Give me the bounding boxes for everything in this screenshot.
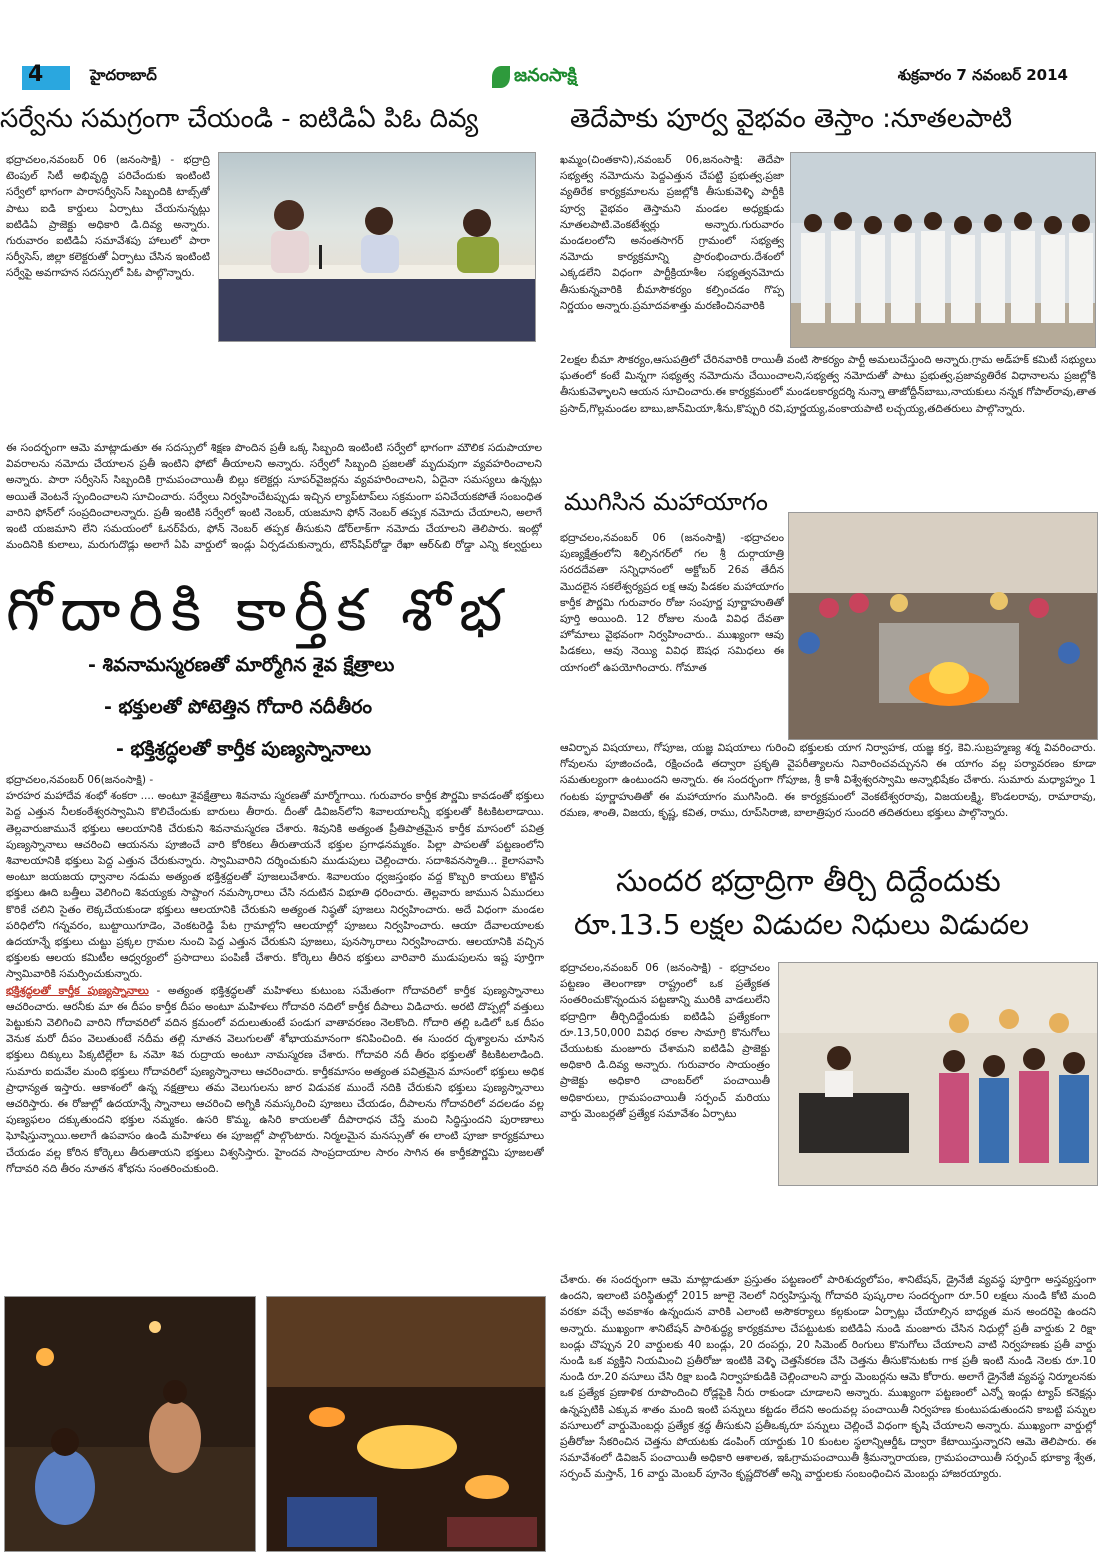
article-headline: సుందర భద్రాద్రిగా తీర్చి దిద్దేందుకు (616, 864, 1001, 899)
issue-date: శుక్రవారం 7 నవంబర్ 2014 (897, 66, 1068, 84)
article-headline: తెదేపాకు పూర్వ వైభవం తెస్తాం :నూతలపాటి (570, 104, 1013, 134)
article-dateline: ఖమ్మం(చింతకాని),నవంబర్ 06,జనంసాక్షి: (560, 154, 744, 166)
article-headline: గోదారికి కార్తీక శోభ (6, 576, 511, 644)
article-kartika (0, 566, 548, 1556)
photo-meeting-hall (778, 962, 1098, 1186)
article-body: భద్రాద్రి టెంపుల్ సిటీ అభివృద్ధి పరిచేందుకు ఇంటింటి సర్వేలో భాగంగా పారాసర్వీసెస్ సిబ్బందికి టాబ్స్‌తో పాటు ఐడి కార్డులు ఏర్పాటు చేయనున్నట్లు ఐటిడిఏ ప్రాజెక్టు అధికారి డి.దివ్య అన్నారు. గురువారం ఐటిడిఏ సమావేశపు హాలులో పారా సర్వీసెస్, జిల్లా కలెక్టరుతో ఏర్పాటు చేసిన ఇంటింటి సర్వేపై అవగాహన సదస్సులో పిఓ పాల్గొన్నారు. (6, 154, 210, 280)
article-body (6, 772, 544, 1280)
article-body: -భద్రాచలం పుణ్యక్షేత్రంలోని శిల్పినగర్‌లో గల శ్రీ దుర్గాయాత్రి సరదదేవతా సన్నిధానంలో అక్టోబర్ 26వ తేదీన మొదలైన సకలేశ్వర్యప్రద లక్ష ఆవు పిడకల మహాయాగం కార్తీక పౌర్ణమి గురువారం రోజు సంపూర్ణ పూర్ణాహుతితో పూర్తి అయింది. 12 రోజుల నుండి వివిధ దేవతా హోమాలు వైభవంగా నిర్వహించారు.. ముఖ్యంగా ఆవు పిడకలు, ఆవు నెయ్యి వివిధ ఔషధ సమిధలు ఈ యాగంలో ఉపయోగించారు. గోమాత (560, 532, 784, 674)
article-text-full: చేశారు. ఈ సందర్భంగా ఆమె మాట్లాడుతూ ప్రస్తుతం పట్టణంలో పారిశుద్యలోపం, శానిటేషన్, డ్రైనేజీ వ్యవస్థ పూర్తిగా అస్తవ్యస్తంగా ఉందని, ఇలాంటి పరిస్థితుల్లో 2015 జూలై నెలలో నిర్వహిస్తున్న గోదావరి పుష్కరాల సందర్భంగా రూ.50 లక్షలు నుండి కోటి మంది వరకూ వచ్చే అవకాశం ఉన్నందున వారికి ఎలాంటి అసౌకర్యాలు కల్గకుండా ఏర్పాట్లు చేయాల్సిన బాధ్యత మన అందరిపై ఉందని అన్నారు. ముఖ్యంగా శానిటేషన్ పారిశుద్ధ్య కార్యక్రమాల చేపట్టుటకు ఐటిడిఏ నుండి మంజూరు చేసిన నిధుల్లో ప్రతీ వార్డుకు 2 రిక్షా బండ్లు చొప్పున 20 వార్డులకు 40 బండ్లు, 20 దంపర్లు, 20 సిమెంట్ రింగులు కొనుగోలు చేయాలని వాటి నిర్వహణకు ప్రతీ వార్డు నుండి ఒక వ్యక్తిని నియమించి ప్రతీరోజు ఇంటికి వెళ్ళి చెత్తసేకరణ చేసి చెత్తను తీసుకొనుటకు గాక ప్రతీ ఇంటి నుండి నెలకు రూ.10 నుండి రూ.20 వసూలు చేసి రిక్షా బండి నిర్వాహకుడికి చెల్లించాలని వార్డు మెంబర్లను ఆమె కోరారు. అలాగే డ్రైనేజీ వ్యవస్థ నిర్మూలనకు ఒక ప్రత్యేక ప్రణాళిక రూపొందించి రోడ్లపైకి నీరు రాకుండా చూడాలని అన్నారు. ముఖ్యంగా పట్టణంలో ఎన్నో ఇండ్లు ట్యాప్ కనెక్షన్లు ఉన్నప్పటికి ఎక్కువ శాతం మంది ఇంటి పన్నులు కట్టడం లేదని అందువల్ల పంచాయితీ నిర్వహణ కుంటుపడుతుందని కాబట్టి పన్నుల వసూలులో వార్డుమెంబర్లు ప్రత్యేక శ్రద్ధ తీసుకుని ప్రతీఒక్కరూ పన్నులు చెల్లించే విధంగా కృషి చేయాలని అన్నారు. ముఖ్యంగా వార్డుల్లో ప్రతీరోజు సేకరించిన చెత్తను పోయటకు డంపింగ్ యార్డుకు 10 కుంటల స్థలాన్నిఆర్డీఓ ద్వారా కేటాయిస్తున్నారని ఆమె తెలిపారు. ఈ సమావేశంలో డివిజన్ పంచాయితీ అధికారి ఆశాలత, ఇఓగ్రామపంచాయితీ శ్రీమన్నారాయణ, గ్రామపంచాయితీ సర్పంచ్ భూక్యా శ్వేత, సర్పంచ్ మస్తాన్, 16 వార్డు మెంబర్ పూనెం కృష్ణదొరతో అన్ని వార్డులకు సంబంధించిన మెంబర్లు హాజరయ్యారు. (560, 1274, 1096, 1481)
article-dateline: భద్రాచలం,నవంబర్ 06 (జనంసాక్షి) - (560, 962, 723, 974)
article-paragraph-2 (6, 983, 544, 1177)
article-body: భద్రాచలం పట్టణం తెలంగాణా రాష్ట్రంలో ఒక ప్రత్యేకత సంతరించుకొన్నందున పట్టణాన్ని మురికి వాడలులేని భద్రాద్రిగా తీర్చిదిద్దేందుకు ఐటిడిఏ ప్రత్యేకంగా రూ.13,50,000 వివిధ రకాల సామాగ్రి కొనుగోలు చేయుటకు మంజూరు చేశామని ఐటిడిఏ ప్రాజెక్టు అధికారి డి.దివ్య అన్నారు. గురువారం సాయంత్రం ప్రాజెక్టు అధికారి చాంబర్‌లో పంచాయితీ అధికారులు, గ్రామపంచాయితీ సర్పంచ్ మరియు వార్డు మెంబర్లతో ప్రత్యేక సమావేశం ఏర్పాటు (560, 962, 770, 1120)
article-body: తెదేపా సభ్యత్వ నమోదును పెద్దఎత్తున చేపట్టి ప్రభుత్వ,ప్రజా వ్యతిరేక కార్యక్రమాలను ప్రజల్లోకి తీసుకువెళ్ళి పార్టీకి పూర్వ వైభవం తెస్తామని మండల అధ్యక్షుడు నూతలపాటి.వెంకటేశ్వర్లు అన్నారు.గురువారం మండలంలోని అనంతసాగర్ గ్రామంలో సభ్యత్వ నమోదు కార్యక్రమాన్ని ప్రారంభించారు.దేశంలో ఎక్కడలేని విధంగా పార్టీక్రియాశీల సభ్యత్వనమోదు తీసుకున్నవారికి బీమాసౌకర్యం కల్పించడం గొప్ప నిర్ణయం అన్నారు.ప్రమాదవశాత్తు మరణించినవారికి (560, 154, 784, 312)
article-text-beside (6, 152, 210, 442)
photo-devotees-lamps (266, 1296, 546, 1552)
article-dateline: భద్రాచలం,నవంబర్ 06 (జనంసాక్షి) (560, 532, 726, 544)
photo-river-bathing (4, 1296, 256, 1552)
article-subheading: - భక్తిశ్రద్ధలతో కార్తీక పుణ్యస్నానాలు (116, 738, 372, 760)
inline-subheading: భక్తిశ్రద్ధలతో కార్తీక పుణ్యస్నానాలు (6, 984, 149, 997)
article-subheading: - భక్తులతో పోటెత్తిన గోదారి నదీతీరం (104, 696, 372, 718)
article-survey (0, 100, 548, 550)
leaf-icon (492, 66, 510, 88)
article-dateline: భద్రాచలం,నవంబర్ 06(జనంసాక్షి) - (6, 774, 154, 786)
paper-logo (492, 62, 577, 92)
masthead (22, 62, 1078, 92)
article-subheading: - శివనామస్మరణతో మార్మోగిన శైవ క్షేత్రాలు (88, 654, 395, 676)
photo-yagam-fire (788, 512, 1098, 740)
article-paragraph: హరహర మహాదేవ శంభో శంకరా .... అంటూ శైవక్షేత్రాలు శివనామ స్మరణతో మార్మోగాయి. గురువారం కార్తీక పౌర్ణమి కావడంతో భక్తులు పెద్ద ఎత్తున నీలకంఠేశ్వరస్వామిని కొలిచేందుకు బారులు తీరారు. దీంతో డివిజన్‌లోని శివాలయాలన్నీ భక్తులతో కిటకిటలాడాయి. తెల్లవారుజామునే భక్తులు ఆలయానికి చేరుకుని శివనామస్మరణ చేశారు. శివునికి అత్యంత ప్రీతిపాత్రమైన కార్తీక మాసంలో పవిత్ర పుణ్యస్నానాలు ఆచరించి ఆయనను పూజించే వారి కోరికలు తీరుతాయనే భక్తుల ప్రగాఢనమ్మకం. పిల్లా పాపలతో పట్టణంలోని శివాలయానికి భక్తులు పెద్ద ఎత్తున చేరుకున్నారు. స్వామివారిని దర్శించుకుని ముడుపులు చెల్లించారు. సదాశివనస్మాతి... కైలాసవాసి అంటూ జయజయ ధ్వానాల నడుమ అత్యంత భక్తిశ్రద్దలతో పూజలుచేశారు. శివాలయం ధ్వజస్తంభం వద్ద కొబ్బరి కాయలు కొట్టిన భక్తులు ఊది బత్తీలు వెలిగించి శివయ్యకు సాష్టాంగ నమస్కారాలు చేసి నదుటిన విభూతి ధరించారు. తెల్లవారు జామున ఏముదలు కొరికే చలిని సైతం లెక్కచేయకుండా భక్తులు ఆలయానికి చేరుకుని అత్యంత నిష్ఠతో పూజలు నిర్వహించారు. అదే విధంగా మండల పరిధిలోని గన్నవరం, బుట్టాయిగూడెం, వెంకటరెడ్డి పేట గ్రామాల్లోని ఆలయాల్లో పూజలు నిర్వహించారు. ఆయా దేవాలయాలకు ఉదయాన్నే భక్తులు చుట్టు ప్రక్కల గ్రామల నుంచి పెద్ద ఎత్తున చేరుకుని పూజలు, పునస్కారాలు నిర్వహించారు. ఆలయానికి వచ్చిన భక్తులకు ఆలయ కమిటీల ఆధ్వర్యంలో ప్రసాదాలు పంపిణీ చేశారు. కోర్కెలు తీరిన భక్తులు వారివారి ముడుపులను ఇష్ట పూర్తిగా స్వామివారికి సమర్పించుకున్నారు. (6, 790, 544, 981)
article-text-full: ఈ సందర్భంగా ఆమె మాట్లాడుతూ ఈ సదస్సులో శిక్షణ పొందిన ప్రతీ ఒక్క సిబ్బంది ఇంటింటి సర్వేలో భాగంగా మౌలిక సదుపాయాల వివరాలను నమోదు చేయాలన ప్రతీ ఇంటిని ఫోటో తీయాలని అన్నారు. సర్వేలో సిబ్బంది ప్రజలతో మృదువుగా వ్యవహరించాలని అన్నారు. పారా సర్వీసెస్ సిబ్బందికి గ్రామపంచాయితీ బిల్లు కలెక్టర్లు సూపర్‌వైజర్లను వ్యవహరించాలని, ఏదైనా సమస్యలు ఉన్నట్లు అయితే వెంటనే స్పందించాలని సూచించారు. సర్వేలు నిర్వహించేటప్పుడు ఇచ్చిన ల్యాప్‌టాప్‌లు సక్రమంగా పనిచేయకపోతే సంబంధిత వారిని ఫోన్‌లో సంప్రదించాలన్నారు. ప్రతీ ఇంటికి సర్వేలో ఇంటి నెంబర్, యజమాని ఫోన్ నెంబర్ తప్పక నమోదు చేయాలని, అలాగే ఇంటి యజమాని లేని సమయంలో ఓనర్‌పేరు, ఫోన్ నెంబర్ తప్పక తీసుకుని డోర్‌లాక్‌గా నమోదు చేయాలని తెలిపారు. ఇంట్లో మందినికి కులాలు, మరుగుదొడ్లు అలాగే ఏపి వార్డులో ఇండ్లు ఏర్పడచుకున్నారు, టౌన్‌షిప్‌రోడ్డా రేఖా ఆర్&బి రోడ్డా ఎన్ని కల్వర్టులు (6, 442, 542, 552)
article-bhadradri-funds (556, 860, 1100, 1560)
article-headline-line2: రూ.13.5 లక్షల విడుదల నిధులు విడుదల (574, 908, 1029, 941)
article-dateline: భద్రాచలం,నవంబర్ 06 (జనంసాక్షి) - (6, 154, 175, 166)
page-number: 4 (28, 62, 44, 87)
article-text-full: 2లక్షల బీమా సౌకర్యం,ఆసుపత్రిలో చేరినవారికి రాయితీ వంటి సౌకర్యం పార్టీ అమలుచేస్తుంది అన్నారు.గ్రామ అడ్‌హక్ కమిటీ సభ్యులు ఘతంలో కంటే మిన్నగా సభ్యత్వ నమోదును చేయించాలని,సభ్యత్వ నమోదుతో పాటు ప్రభుత్వ,ప్రజావ్యతిరేక విధానాలను ప్రజల్లోకి తీసుకువెళ్ళాలని ఆయన సూచించారు.ఈ కార్యక్రమంలో మండలకార్యదర్శి నున్నా తాజోద్దీన్‌బాబు,నాయకులు నన్నక గోపాల్‌రావు,తాత ప్రసాద్,గొల్లమండల బాబు,జాన్‌మియా,శీను,కొప్పురి రవి,పూర్ణయ్య,వంకాయపాటి లచ్చయ్య,తదితరులు పాల్గొన్నారు. (560, 354, 1096, 415)
article-mahayagam (556, 482, 1100, 854)
article-tdp (556, 100, 1100, 480)
article-text-beside (560, 960, 770, 1270)
article-paragraph-text: - అత్యంత భక్తిశ్రద్ధలతో మహిళలు కుటుంబ సమేతంగా గోదావరిలో కార్తీక పుణ్యస్నానాలు ఆచరించారు. ఆరనీకు మా ఈ దీపం కార్తీక దీపం అంటూ మహిళలు గోదావరి నదిలో కార్తీక దీపాలు విడిచారు. అరటి దొప్పల్లో వత్తులు పెట్టుకుని వెలిగించి వారిని గోదావరిలో వదిన క్రమంలో వదులుతుంటే పండుగ వాతావరణం నెలకొంది. గోదారి తల్లి ఒడిలో ఒక దీపం వెనుక మరో దీపం వెలుతుంటే నదీమ తల్లి నూతన వెలుగులతో శోభాయమానంగా కనిపించింది. ఈ సుందర దృశ్యాలను చూసిన భక్తులు దిక్కులు పిక్కటిల్లేలా ఓ నమో శివ రుద్రాయ అంటూ నామస్మరణ చేశారు. గోదావరి నదీ తీరం భక్తులతో కిటకిటలాడింది. సుమారు ఐదువేల మంది భక్తులు గోదావరిలో పుణ్యస్నానాలు ఆచరించారు. కార్తీకమాసం అత్యంత పవిత్రమైన మాసంలో భక్తులు అధిక ప్రాధాన్యత ఇస్తారు. ఆకాశంలో ఉన్న నక్షత్రాలు తమ వెలుగులను జార విడువక ముందే నదికి చేరుకుని భక్తులు పుణ్యస్నానాలు ఆచరిస్తారు. ఈ రోజుల్లో ఉదయాన్నే స్నానాలు ఆచరించి అగ్నికి నమస్కరించి పూజలు చేయడం, దీపాలను గోదావరిలో వదలడం వల్ల పుణ్యఫలం దక్కుతుందని భక్తుల నమ్మకం. ఉసరి కొమ్మ, ఉసిరి కాయలతో దీపారాధన చేస్తే మంచి సిద్ధిస్తుందని పురాణాలు ఘోషిస్తున్నాయి.అలాగే ఉపవాసం ఉండి మహిళలు ఈ పూజల్లో పాల్గొంటారు. నిర్మలమైన మనస్సుతో ఈ లాంటి పూజా కార్యక్రమాలు చేయడం వల్ల కోరిన కోర్కెలు తీరుతాయని భక్తులు విశ్వసిస్తారు. హైందవ సాంప్రదాయాల సారం సాగిన ఈ కార్తీకపౌర్ణమి పూజలతో గోదావరి నది తీరం నూతన శోభను సంతరించుకుంది. (6, 984, 544, 1175)
city-name: హైదరాబాద్ (90, 66, 157, 84)
photo-officials-meeting (219, 153, 536, 342)
article-headline: సర్వేను సమగ్రంగా చేయండి - ఐటిడిఏ పిఓ దివ్య (0, 104, 479, 134)
article-photo (218, 152, 536, 342)
article-text-full: ఆవిర్భావ విషయాలు, గోపూజ, యజ్ఞ విషయాలు గురించి భక్తులకు యాగ నిర్వాహక, యజ్ఞ కర్త, కెవి.సుబ్రహ్మణ్య శర్మ వివరించారు. గోవులను పూజించండి, రక్షించండి తద్వారా ప్రకృతి వైపరీత్యాలను నివారించవచ్చునని ఈ యాగం వల్ల పర్యావరణం కూడా సమతుల్యంగా ఉంటుందని అన్నారు. ఈ సందర్భంగా గోపూజ, శ్రీ కాశీ విశ్వేశ్వరస్వామి అన్నాభిషేకం చేశారు. సుమారు మధ్యాహ్నం 1 గంటకు పూర్ణాహుతితో ఈ మహాయాగం ముగిసింది. ఈ కార్యక్రమంలో వెంకటేశ్వరరావు, విజయలక్ష్మి, కొండలరావు, రామారావు, రమణ, శాంతి, విజయ, కృష్ణ, కవిత, రాము, రూప్‌సిరాజి, బాలాత్రిపుర సుందరి తదితరులు భక్తులు పాల్గొన్నారు. (560, 742, 1096, 819)
article-headline: ముగిసిన మహాయాగం (564, 488, 768, 516)
paper-name: జనంసాక్షి (514, 64, 577, 86)
photo-party-members (790, 152, 1096, 348)
article-text-beside (560, 530, 784, 742)
